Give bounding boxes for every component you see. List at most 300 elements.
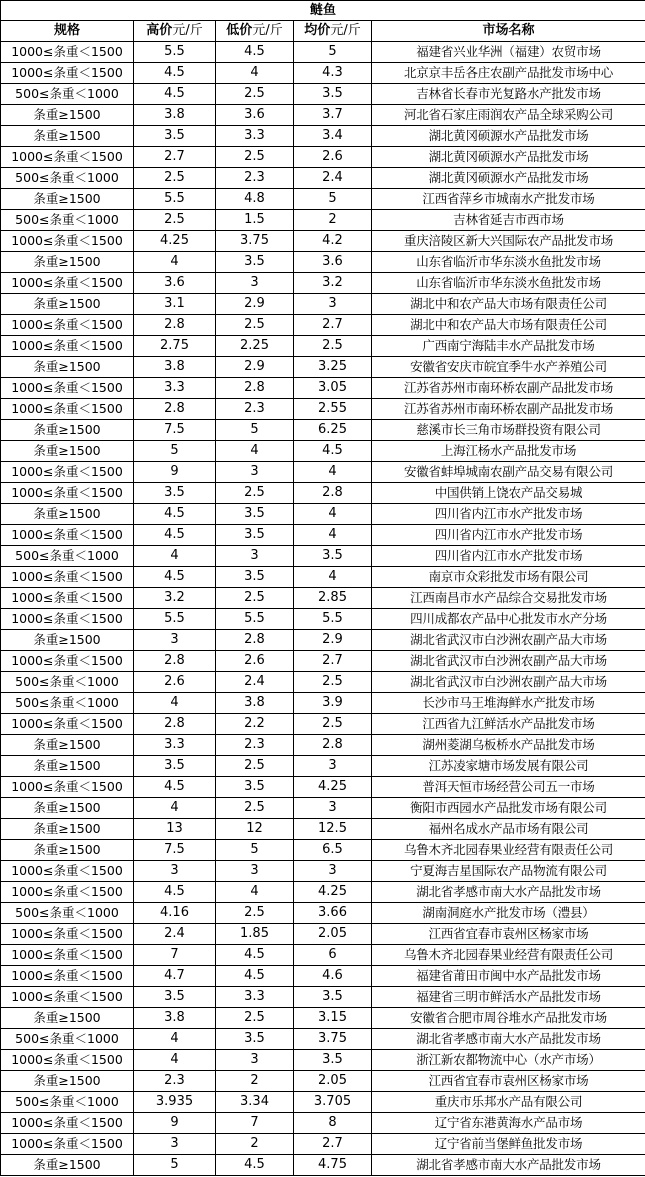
cell-low-price: 2.5 (216, 84, 294, 105)
cell-high-price: 3.3 (134, 378, 216, 399)
cell-low-price: 3.5 (216, 525, 294, 546)
cell-low-price: 7 (216, 1113, 294, 1134)
cell-high-price: 3.2 (134, 588, 216, 609)
cell-market: 湖北中和农产品大市场有限责任公司 (372, 294, 645, 315)
cell-spec: 500≤条重＜1000 (1, 903, 134, 924)
cell-low-price: 5 (216, 840, 294, 861)
table-row (1, 609, 645, 630)
cell-spec: 1000≤条重＜1500 (1, 882, 134, 903)
cell-low-price: 2.5 (216, 588, 294, 609)
cell-high-price: 3.8 (134, 105, 216, 126)
cell-avg-price: 3 (294, 294, 372, 315)
cell-avg-price: 2.7 (294, 1134, 372, 1155)
cell-avg-price: 3.705 (294, 1092, 372, 1113)
table-row (1, 756, 645, 777)
cell-spec: 1000≤条重＜1500 (1, 231, 134, 252)
table-row (1, 1071, 645, 1092)
cell-avg-price: 2.5 (294, 714, 372, 735)
cell-avg-price: 3.6 (294, 252, 372, 273)
cell-low-price: 3.8 (216, 693, 294, 714)
cell-low-price: 2.3 (216, 735, 294, 756)
cell-spec: 500≤条重＜1000 (1, 693, 134, 714)
cell-avg-price: 12.5 (294, 819, 372, 840)
cell-market: 福建省兴业华洲（福建）农贸市场 (372, 42, 645, 63)
table-row (1, 945, 645, 966)
cell-high-price: 4 (134, 546, 216, 567)
cell-market: 福建省莆田市闽中水产品批发市场 (372, 966, 645, 987)
cell-low-price: 3.3 (216, 987, 294, 1008)
cell-low-price: 2.6 (216, 651, 294, 672)
cell-market: 安徽省合肥市周谷堆水产品批发市场 (372, 1008, 645, 1029)
cell-spec: 1000≤条重＜1500 (1, 42, 134, 63)
cell-high-price: 3.3 (134, 735, 216, 756)
cell-low-price: 3 (216, 1050, 294, 1071)
cell-high-price: 4.5 (134, 777, 216, 798)
cell-market: 湖北黄冈硕源水产品批发市场 (372, 147, 645, 168)
table-row (1, 273, 645, 294)
table-row (1, 1029, 645, 1050)
cell-market: 辽宁省东港黄海水产品市场 (372, 1113, 645, 1134)
cell-high-price: 4.5 (134, 63, 216, 84)
cell-high-price: 3 (134, 861, 216, 882)
cell-high-price: 3.8 (134, 357, 216, 378)
cell-spec: 条重≥1500 (1, 798, 134, 819)
cell-high-price: 4.5 (134, 882, 216, 903)
table-row (1, 840, 645, 861)
cell-low-price: 4.5 (216, 1155, 294, 1176)
cell-low-price: 2.5 (216, 147, 294, 168)
table-row (1, 819, 645, 840)
cell-avg-price: 2.6 (294, 147, 372, 168)
cell-avg-price: 3.5 (294, 84, 372, 105)
cell-low-price: 3 (216, 462, 294, 483)
cell-market: 四川省内江市水产批发市场 (372, 525, 645, 546)
cell-high-price: 3.5 (134, 126, 216, 147)
cell-spec: 条重≥1500 (1, 420, 134, 441)
cell-low-price: 3.3 (216, 126, 294, 147)
cell-spec: 条重≥1500 (1, 1008, 134, 1029)
cell-spec: 500≤条重＜1000 (1, 84, 134, 105)
table-row (1, 420, 645, 441)
table-row (1, 126, 645, 147)
cell-low-price: 1.85 (216, 924, 294, 945)
cell-market: 北京京丰岳各庄农副产品批发市场中心 (372, 63, 645, 84)
cell-spec: 1000≤条重＜1500 (1, 1050, 134, 1071)
cell-low-price: 3.5 (216, 252, 294, 273)
cell-avg-price: 3.4 (294, 126, 372, 147)
table-row (1, 651, 645, 672)
cell-spec: 1000≤条重＜1500 (1, 588, 134, 609)
cell-high-price: 2.8 (134, 651, 216, 672)
cell-high-price: 3.6 (134, 273, 216, 294)
cell-market: 湖北省武汉市白沙洲农副产品大市场 (372, 672, 645, 693)
cell-high-price: 4 (134, 1050, 216, 1071)
cell-high-price: 5.5 (134, 42, 216, 63)
cell-spec: 1000≤条重＜1500 (1, 1113, 134, 1134)
cell-avg-price: 5 (294, 189, 372, 210)
cell-market: 中国供销上饶农产品交易城 (372, 483, 645, 504)
cell-market: 湖北黄冈硕源水产品批发市场 (372, 126, 645, 147)
cell-market: 慈溪市长三角市场群投资有限公司 (372, 420, 645, 441)
table-row (1, 357, 645, 378)
cell-spec: 1000≤条重＜1500 (1, 378, 134, 399)
table-row (1, 777, 645, 798)
table-row (1, 672, 645, 693)
cell-high-price: 7 (134, 945, 216, 966)
cell-high-price: 2.8 (134, 315, 216, 336)
cell-avg-price: 2.05 (294, 1071, 372, 1092)
cell-low-price: 3.6 (216, 105, 294, 126)
cell-low-price: 3.5 (216, 777, 294, 798)
cell-low-price: 12 (216, 819, 294, 840)
cell-high-price: 2.3 (134, 1071, 216, 1092)
cell-market: 重庆市乐邦水产品有限公司 (372, 1092, 645, 1113)
cell-avg-price: 4.5 (294, 441, 372, 462)
cell-avg-price: 5 (294, 42, 372, 63)
cell-low-price: 2.8 (216, 630, 294, 651)
cell-high-price: 4 (134, 252, 216, 273)
col-header-avg-price (294, 21, 372, 42)
table-row (1, 1113, 645, 1134)
cell-avg-price: 4.75 (294, 1155, 372, 1176)
cell-high-price: 3.1 (134, 294, 216, 315)
table-row (1, 483, 645, 504)
cell-spec: 1000≤条重＜1500 (1, 147, 134, 168)
col-header-market: 市场名称 (372, 21, 645, 42)
cell-avg-price: 3.5 (294, 1050, 372, 1071)
cell-low-price: 1.5 (216, 210, 294, 231)
cell-market: 江苏省苏州市南环桥农副产品批发市场 (372, 399, 645, 420)
cell-market: 辽宁省前当堡鲜鱼批发市场 (372, 1134, 645, 1155)
table-row (1, 378, 645, 399)
cell-avg-price: 4.25 (294, 777, 372, 798)
cell-low-price: 4.5 (216, 42, 294, 63)
cell-market: 湖北中和农产品大市场有限责任公司 (372, 315, 645, 336)
cell-low-price: 2.5 (216, 798, 294, 819)
cell-avg-price: 2.7 (294, 651, 372, 672)
cell-low-price: 2.9 (216, 294, 294, 315)
cell-spec: 条重≥1500 (1, 630, 134, 651)
cell-high-price: 5 (134, 1155, 216, 1176)
cell-high-price: 3 (134, 630, 216, 651)
cell-market: 四川省内江市水产批发市场 (372, 546, 645, 567)
col-header-high-label: 高价 (146, 23, 173, 38)
cell-high-price: 13 (134, 819, 216, 840)
cell-avg-price: 3.5 (294, 546, 372, 567)
table-row (1, 462, 645, 483)
cell-high-price: 7.5 (134, 420, 216, 441)
cell-avg-price: 3.66 (294, 903, 372, 924)
cell-market: 安徽省安庆市皖宜季牛水产养殖公司 (372, 357, 645, 378)
cell-low-price: 3 (216, 546, 294, 567)
cell-market: 湖北黄冈硕源水产品批发市场 (372, 168, 645, 189)
table-row (1, 315, 645, 336)
table-row (1, 252, 645, 273)
cell-spec: 条重≥1500 (1, 189, 134, 210)
cell-spec: 条重≥1500 (1, 294, 134, 315)
table-row (1, 399, 645, 420)
cell-avg-price: 2.55 (294, 399, 372, 420)
cell-high-price: 2.5 (134, 168, 216, 189)
table-row (1, 735, 645, 756)
table-row (1, 525, 645, 546)
cell-avg-price: 4 (294, 525, 372, 546)
cell-high-price: 4 (134, 1029, 216, 1050)
cell-avg-price: 6 (294, 945, 372, 966)
col-header-low-label: 低价 (226, 23, 253, 38)
table-row (1, 588, 645, 609)
cell-low-price: 2.2 (216, 714, 294, 735)
cell-low-price: 2.3 (216, 168, 294, 189)
cell-spec: 1000≤条重＜1500 (1, 567, 134, 588)
cell-spec: 1000≤条重＜1500 (1, 1134, 134, 1155)
col-header-spec: 规格 (1, 21, 134, 42)
cell-low-price: 3.34 (216, 1092, 294, 1113)
cell-high-price: 2.7 (134, 147, 216, 168)
cell-avg-price: 3.5 (294, 987, 372, 1008)
cell-spec: 500≤条重＜1000 (1, 210, 134, 231)
cell-avg-price: 2.8 (294, 735, 372, 756)
cell-avg-price: 4 (294, 504, 372, 525)
cell-spec: 1000≤条重＜1500 (1, 945, 134, 966)
cell-spec: 500≤条重＜1000 (1, 1092, 134, 1113)
cell-spec: 条重≥1500 (1, 252, 134, 273)
cell-market: 四川省内江市水产批发市场 (372, 504, 645, 525)
cell-spec: 条重≥1500 (1, 1071, 134, 1092)
cell-spec: 1000≤条重＜1500 (1, 399, 134, 420)
cell-avg-price: 4.6 (294, 966, 372, 987)
cell-low-price: 2.5 (216, 756, 294, 777)
cell-high-price: 2.8 (134, 399, 216, 420)
header-row (1, 21, 645, 42)
table-row (1, 861, 645, 882)
cell-spec: 1000≤条重＜1500 (1, 966, 134, 987)
cell-market: 重庆涪陵区新大兴国际农产品批发市场 (372, 231, 645, 252)
cell-low-price: 3.5 (216, 1029, 294, 1050)
cell-market: 湖北省孝感市南大水产品批发市场 (372, 1029, 645, 1050)
cell-market: 湖州菱湖乌板桥水产品批发市场 (372, 735, 645, 756)
cell-high-price: 3.8 (134, 1008, 216, 1029)
cell-market: 山东省临沂市华东淡水鱼批发市场 (372, 252, 645, 273)
col-header-high-price (134, 21, 216, 42)
cell-market: 湖北省武汉市白沙洲农副产品大市场 (372, 651, 645, 672)
cell-avg-price: 4 (294, 567, 372, 588)
table-row (1, 168, 645, 189)
cell-spec: 条重≥1500 (1, 1155, 134, 1176)
cell-spec: 1000≤条重＜1500 (1, 63, 134, 84)
cell-low-price: 3 (216, 273, 294, 294)
cell-avg-price: 2.4 (294, 168, 372, 189)
cell-low-price: 3.5 (216, 504, 294, 525)
cell-avg-price: 3.2 (294, 273, 372, 294)
cell-high-price: 4 (134, 798, 216, 819)
table-row (1, 1008, 645, 1029)
cell-spec: 1000≤条重＜1500 (1, 336, 134, 357)
table-row (1, 1155, 645, 1176)
cell-avg-price: 5.5 (294, 609, 372, 630)
cell-avg-price: 3 (294, 756, 372, 777)
cell-avg-price: 4.25 (294, 882, 372, 903)
cell-low-price: 2.8 (216, 378, 294, 399)
cell-high-price: 4.7 (134, 966, 216, 987)
cell-avg-price: 4.2 (294, 231, 372, 252)
cell-high-price: 3.5 (134, 483, 216, 504)
table-row (1, 1092, 645, 1113)
cell-avg-price: 2.5 (294, 672, 372, 693)
cell-spec: 条重≥1500 (1, 840, 134, 861)
cell-low-price: 3.75 (216, 231, 294, 252)
cell-market: 江苏凌家塘市场发展有限公司 (372, 756, 645, 777)
cell-spec: 500≤条重＜1000 (1, 1029, 134, 1050)
cell-spec: 1000≤条重＜1500 (1, 483, 134, 504)
cell-spec: 1000≤条重＜1500 (1, 861, 134, 882)
cell-low-price: 2 (216, 1134, 294, 1155)
cell-high-price: 2.75 (134, 336, 216, 357)
cell-low-price: 2.5 (216, 1008, 294, 1029)
table-row (1, 966, 645, 987)
cell-low-price: 4.5 (216, 966, 294, 987)
cell-high-price: 4.25 (134, 231, 216, 252)
cell-market: 江苏省苏州市南环桥农副产品批发市场 (372, 378, 645, 399)
cell-market: 江西省宜春市袁州区杨家市场 (372, 924, 645, 945)
cell-high-price: 4 (134, 693, 216, 714)
cell-avg-price: 3.75 (294, 1029, 372, 1050)
cell-avg-price: 3.05 (294, 378, 372, 399)
cell-market: 湖南洞庭水产批发市场（澧县） (372, 903, 645, 924)
cell-low-price: 2.5 (216, 315, 294, 336)
cell-avg-price: 3.15 (294, 1008, 372, 1029)
cell-avg-price: 8 (294, 1113, 372, 1134)
cell-market: 安徽省蚌埠城南农副产品交易有限公司 (372, 462, 645, 483)
table-row (1, 63, 645, 84)
cell-low-price: 2.3 (216, 399, 294, 420)
cell-spec: 500≤条重＜1000 (1, 168, 134, 189)
cell-market: 宁夏海吉星国际农产品物流有限公司 (372, 861, 645, 882)
cell-market: 南京市众彩批发市场有限公司 (372, 567, 645, 588)
cell-high-price: 7.5 (134, 840, 216, 861)
cell-spec: 500≤条重＜1000 (1, 546, 134, 567)
cell-avg-price: 3 (294, 798, 372, 819)
cell-market: 湖北省武汉市白沙洲农副产品大市场 (372, 630, 645, 651)
cell-low-price: 4 (216, 63, 294, 84)
cell-market: 吉林省延吉市西市场 (372, 210, 645, 231)
table-row (1, 798, 645, 819)
cell-avg-price: 3.9 (294, 693, 372, 714)
cell-market: 上海江杨水产品批发市场 (372, 441, 645, 462)
cell-high-price: 5.5 (134, 609, 216, 630)
table-row (1, 1050, 645, 1071)
cell-market: 乌鲁木齐北园春果业经营有限责任公司 (372, 840, 645, 861)
cell-avg-price: 2.5 (294, 336, 372, 357)
table-row (1, 714, 645, 735)
cell-avg-price: 6.5 (294, 840, 372, 861)
cell-high-price: 4.5 (134, 525, 216, 546)
table-row (1, 504, 645, 525)
cell-avg-price: 2.85 (294, 588, 372, 609)
cell-spec: 条重≥1500 (1, 441, 134, 462)
cell-low-price: 3 (216, 861, 294, 882)
col-header-high-unit: 元/斤 (172, 23, 203, 38)
cell-high-price: 5 (134, 441, 216, 462)
cell-high-price: 4.5 (134, 84, 216, 105)
cell-market: 福州名成水产品市场有限公司 (372, 819, 645, 840)
table-row (1, 147, 645, 168)
cell-avg-price: 3.7 (294, 105, 372, 126)
cell-high-price: 9 (134, 1113, 216, 1134)
table-row (1, 630, 645, 651)
table-row (1, 189, 645, 210)
cell-high-price: 4.5 (134, 504, 216, 525)
table-title: 鲢鱼 (1, 1, 645, 21)
cell-market: 普洱天恒市场经营公司五一市场 (372, 777, 645, 798)
cell-low-price: 4 (216, 882, 294, 903)
cell-low-price: 2.9 (216, 357, 294, 378)
cell-market: 乌鲁木齐北园春果业经营有限责任公司 (372, 945, 645, 966)
cell-market: 福建省三明市鲜活水产品批发市场 (372, 987, 645, 1008)
cell-spec: 条重≥1500 (1, 126, 134, 147)
table-row (1, 294, 645, 315)
table-row (1, 1134, 645, 1155)
cell-low-price: 4 (216, 441, 294, 462)
cell-market: 河北省石家庄雨润农产品全球采购公司 (372, 105, 645, 126)
cell-market: 吉林省长春市光复路水产批发市场 (372, 84, 645, 105)
table-row (1, 105, 645, 126)
cell-spec: 条重≥1500 (1, 504, 134, 525)
cell-high-price: 3.5 (134, 756, 216, 777)
cell-high-price: 3.935 (134, 1092, 216, 1113)
cell-market: 浙江新农都物流中心（水产市场） (372, 1050, 645, 1071)
table-row (1, 84, 645, 105)
cell-market: 湖北省孝感市南大水产品批发市场 (372, 1155, 645, 1176)
cell-low-price: 4.5 (216, 945, 294, 966)
cell-spec: 条重≥1500 (1, 105, 134, 126)
cell-market: 广西南宁海陆丰水产品批发市场 (372, 336, 645, 357)
cell-low-price: 3.5 (216, 567, 294, 588)
cell-high-price: 5.5 (134, 189, 216, 210)
cell-high-price: 3.5 (134, 987, 216, 1008)
cell-market: 江西南昌市水产品综合交易批发市场 (372, 588, 645, 609)
table-row (1, 546, 645, 567)
cell-market: 江西省宜春市袁州区杨家市场 (372, 1071, 645, 1092)
cell-high-price: 3 (134, 1134, 216, 1155)
table-row (1, 42, 645, 63)
cell-high-price: 2.6 (134, 672, 216, 693)
cell-low-price: 2.4 (216, 672, 294, 693)
cell-avg-price: 4.3 (294, 63, 372, 84)
cell-spec: 1000≤条重＜1500 (1, 651, 134, 672)
table-row (1, 441, 645, 462)
cell-avg-price: 2.05 (294, 924, 372, 945)
cell-avg-price: 2.7 (294, 315, 372, 336)
cell-high-price: 4.16 (134, 903, 216, 924)
cell-market: 长沙市马王堆海鲜水产批发市场 (372, 693, 645, 714)
cell-spec: 1000≤条重＜1500 (1, 777, 134, 798)
cell-low-price: 2 (216, 1071, 294, 1092)
cell-spec: 1000≤条重＜1500 (1, 525, 134, 546)
table-row (1, 987, 645, 1008)
cell-low-price: 2.5 (216, 903, 294, 924)
cell-market: 衡阳市西园水产品批发市场有限公司 (372, 798, 645, 819)
table-row (1, 903, 645, 924)
cell-low-price: 5.5 (216, 609, 294, 630)
cell-spec: 条重≥1500 (1, 756, 134, 777)
cell-high-price: 2.4 (134, 924, 216, 945)
table-row (1, 567, 645, 588)
cell-market: 江西省九江鲜活水产品批发市场 (372, 714, 645, 735)
cell-spec: 1000≤条重＜1500 (1, 273, 134, 294)
cell-avg-price: 3.25 (294, 357, 372, 378)
title-row (1, 1, 645, 21)
